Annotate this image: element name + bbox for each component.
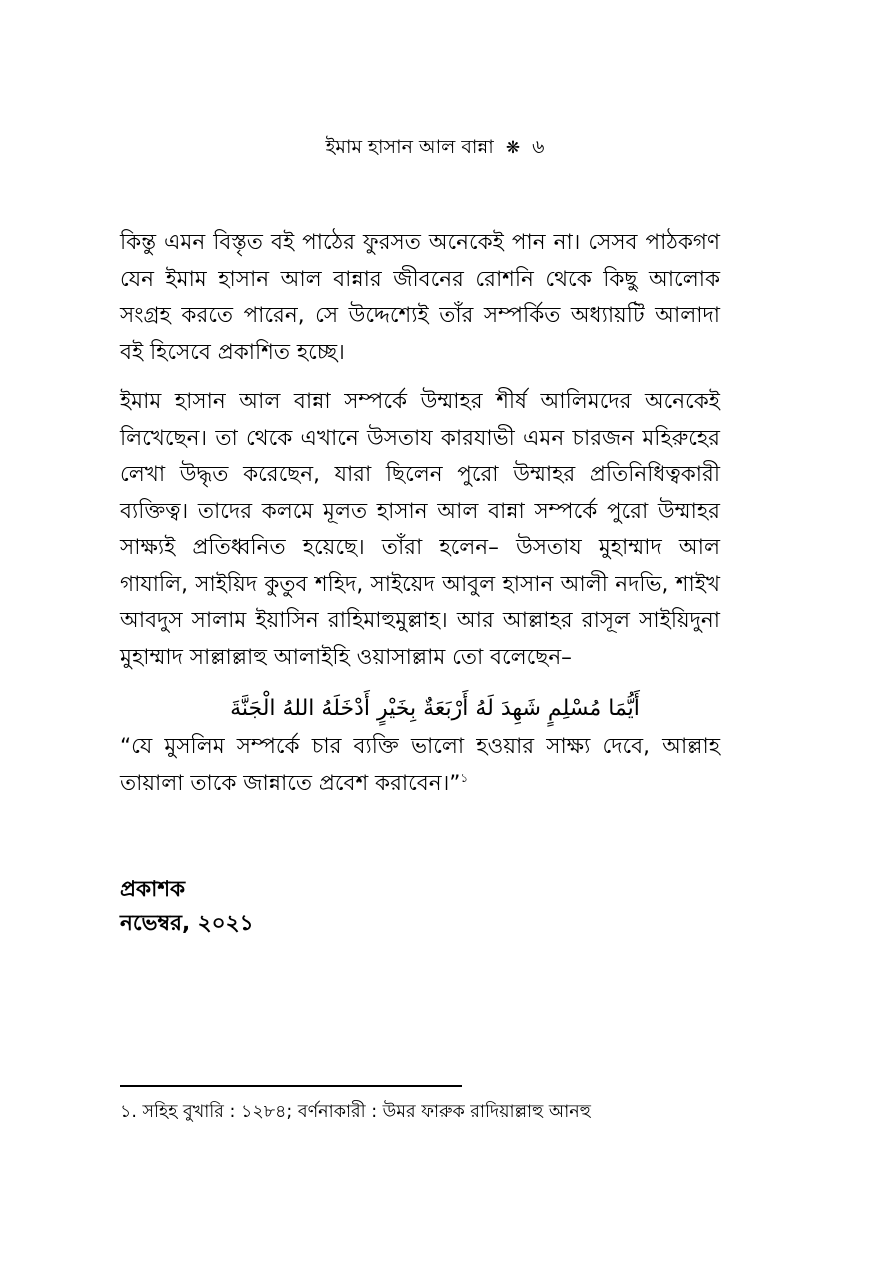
footnote-reference: ১: [460, 770, 469, 785]
arabic-hadith: أَيُّمَا مُسْلِمٍ شَهِدَ لَهُ أَرْبَعَةٌ بِخَيْرٍ أَدْخَلَهُ اللهُ الْجَنَّةَ: [230, 696, 640, 721]
hadith-translation: [120, 729, 720, 802]
book-title: ইমাম হাসান আল বান্না: [325, 136, 494, 158]
footnote-divider: [120, 1085, 462, 1087]
page-body: [120, 225, 720, 802]
publisher-block: [120, 873, 720, 941]
publisher-label: প্রকাশক: [120, 877, 186, 902]
body-paragraph-2: ইমাম হাসান আল বান্না সম্পর্কে উম্মাহর শীর্ষ আলিমদের অনেকেই লিখেছেন। তা থেকে এখানে উসতায কারযাভী এমন চারজন মহিরুহের লেখা উদ্ধৃত করেছেন, যারা ছিলেন পুরো উম্মাহর প্রতিনিধিত্বকারী ব্যক্তিত্ব। তাদের কলমে মূলত হাসান আল বান্না সম্পর্কে পুরো উম্মাহর সাক্ষ্যই প্রতিধ্বনিত হয়েছে। তাঁরা হলেন– উসতায মুহাম্মাদ আল গাযালি, সাইয়িদ কুতুব শহিদ, সাইয়েদ আবুল হাসান আলী নদভি, শাইখ আবদুস সালাম ইয়াসিন রাহিমাহুমুল্লাহ। আর আল্লাহর রাসূল সাইয়িদুনা মুহাম্মাদ সাল্লাল্লাহু আলাইহি ওয়াসাল্লাম তো বলেছেন–: [120, 389, 720, 670]
running-header: [0, 134, 870, 161]
body-paragraph-1: কিন্তু এমন বিস্তৃত বই পাঠের ফুরসত অনেকেই পান না। সেসব পাঠকগণ যেন ইমাম হাসান আল বান্নার জীবনের রোশনি থেকে কিছু আলোক সংগ্রহ করতে পারেন, সে উদ্দেশ্যেই তাঁর সম্পর্কিত অধ্যায়টি আলাদা বই হিসেবে প্রকাশিত হচ্ছে।: [120, 230, 720, 365]
hadith-translation-text: “যে মুসলিম সম্পর্কে চার ব্যক্তি ভালো হওয়ার সাক্ষ্য দেবে, আল্লাহ তায়ালা তাকে জান্নাতে প্রবেশ করাবেন।”: [120, 734, 720, 796]
page-number: ৬: [532, 136, 545, 158]
footnote-1: ১. সহিহ বুখারি : ১২৮৪; বর্ণনাকারী : উমর ফারুক রাদিয়াল্লাহু আনহু: [120, 1102, 591, 1122]
ornament-separator: ❋: [505, 138, 521, 158]
publication-date: নভেম্বর, ২০২১: [120, 911, 254, 936]
